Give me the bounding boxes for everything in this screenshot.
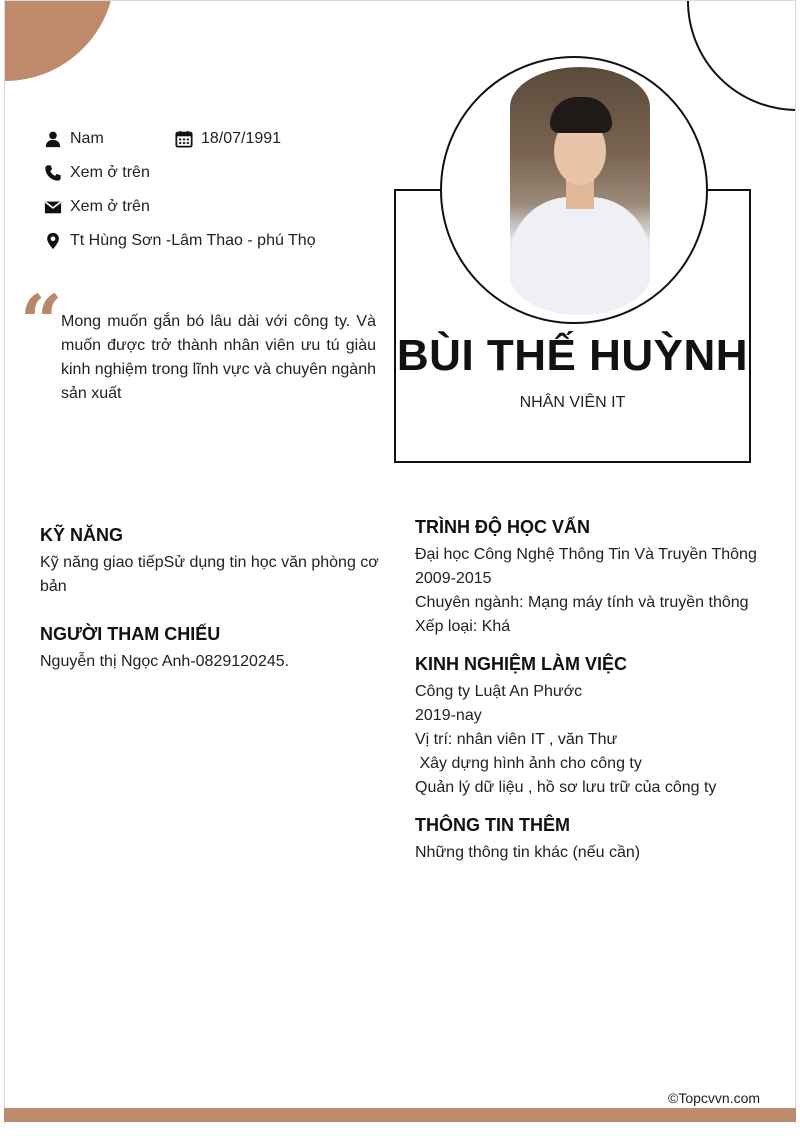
phone-icon — [44, 164, 62, 182]
mail-icon — [44, 198, 62, 216]
references-text: Nguyễn thị Ngọc Anh-0829120245. — [40, 653, 290, 670]
address-row — [44, 232, 316, 250]
phone-row — [44, 164, 150, 182]
location-icon — [44, 232, 62, 250]
references-heading: NGƯỜI THAM CHIẾU — [40, 624, 221, 644]
education-line: Đại học Công Nghệ Thông Tin Và Truyền Thông — [415, 546, 757, 563]
education-heading: TRÌNH ĐỘ HỌC VẤN — [415, 517, 590, 537]
experience-line: Quản lý dữ liệu , hồ sơ lưu trữ của công ty — [415, 779, 717, 796]
experience-list — [415, 680, 775, 800]
experience-line: Xây dựng hình ảnh cho công ty — [415, 755, 642, 772]
experience-line: Vị trí: nhân viên IT , văn Thư — [415, 731, 618, 748]
experience-heading: KINH NGHIỆM LÀM VIỆC — [415, 654, 628, 674]
quote-icon: “ — [20, 280, 63, 366]
career-objective: Mong muốn gắn bó lâu dài với công ty. Và muốn được trở thành nhân viên ưu tú giàu kinh nghiệm trong lĩnh vực và chuyên ngành sản xuất — [61, 313, 376, 402]
gender-row — [44, 130, 104, 148]
gender-value: Nam — [70, 130, 104, 147]
extra-info-heading: THÔNG TIN THÊM — [415, 815, 570, 835]
person-icon — [44, 130, 62, 148]
skills-text: Kỹ năng giao tiếpSử dụng tin học văn phòng cơ bản — [40, 554, 379, 595]
full-name: BÙI THẾ HUỲNH — [396, 331, 749, 380]
education-line: 2009-2015 — [415, 570, 492, 587]
calendar-icon — [175, 130, 193, 148]
footer-credit[interactable]: ©Topcvvn.com — [668, 1090, 761, 1106]
education-line: Chuyên ngành: Mạng máy tính và truyền thông — [415, 594, 749, 611]
skills-heading: KỸ NĂNG — [40, 525, 124, 545]
bottom-accent-bar — [4, 1108, 796, 1122]
decor-circle-top-left — [4, 0, 115, 81]
birthday-value: 18/07/1991 — [201, 130, 282, 147]
extra-info-text: Những thông tin khác (nếu cần) — [415, 844, 641, 861]
address-value: Tt Hùng Sơn -Lâm Thao - phú Thọ — [70, 232, 316, 249]
experience-line: 2019-nay — [415, 707, 482, 724]
phone-value: Xem ở trên — [70, 164, 150, 181]
experience-line: Công ty Luật An Phước — [415, 683, 583, 700]
email-row — [44, 198, 150, 216]
birthday-row — [175, 130, 281, 148]
decor-ring-top-right — [687, 0, 796, 111]
job-title: NHÂN VIÊN IT — [519, 394, 626, 411]
profile-photo — [510, 67, 650, 315]
email-value: Xem ở trên — [70, 198, 150, 215]
education-list — [415, 543, 775, 639]
education-line: Xếp loại: Khá — [415, 618, 511, 635]
